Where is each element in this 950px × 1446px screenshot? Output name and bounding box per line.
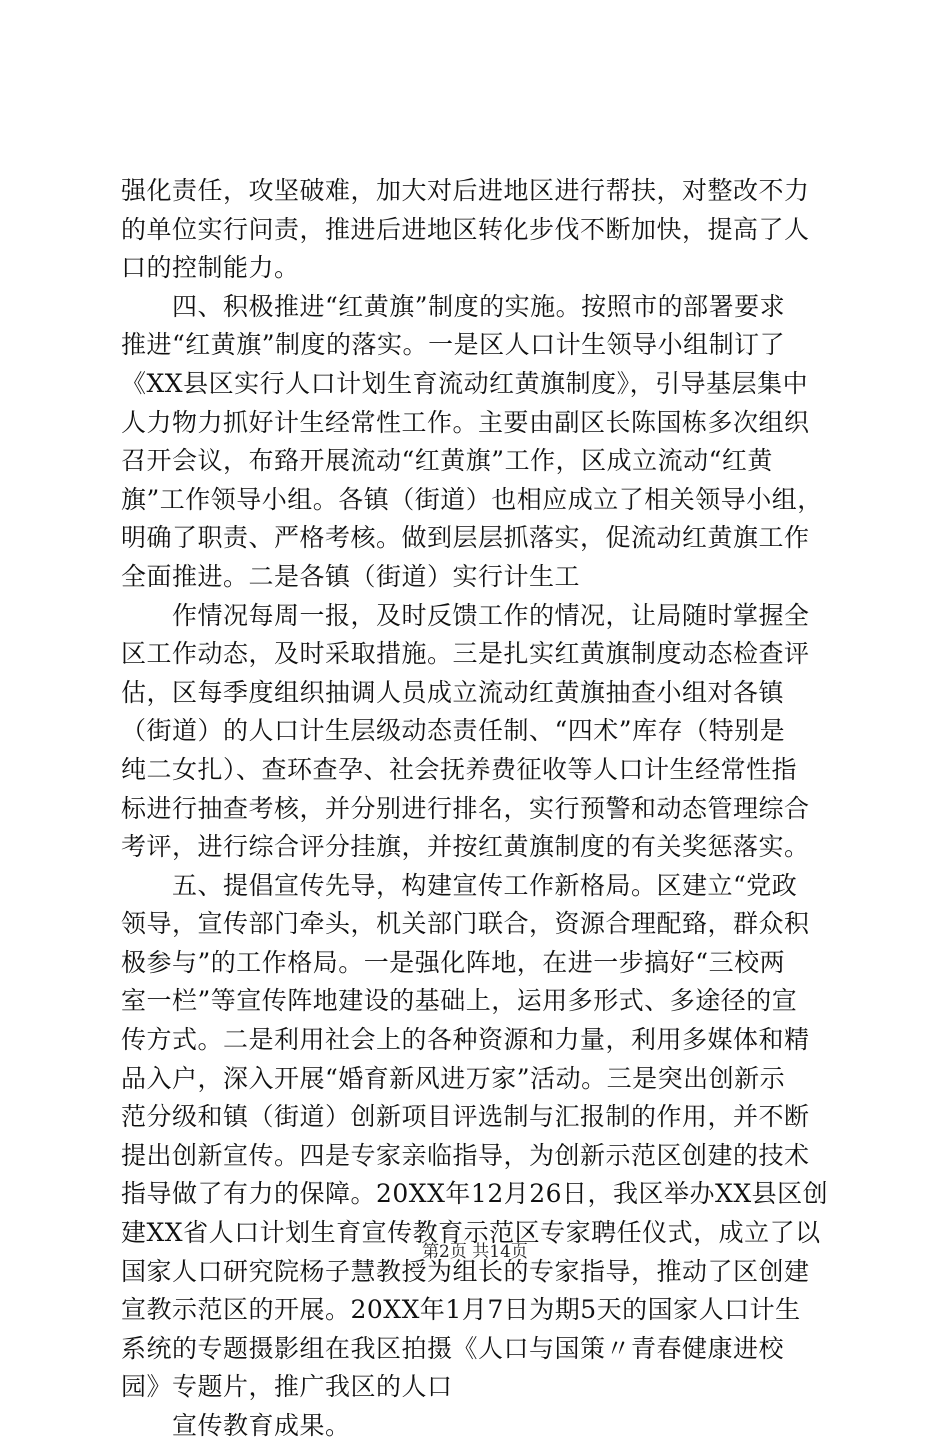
text-line: 极参与”的工作格局。一是强化阵地，在进一步搞好“三校两 (121, 947, 786, 977)
text-line: 宣教示范区的开展。20XX年1月7日为期5天的国家人口计生 (121, 1295, 801, 1325)
text-line: 五、提倡宣传先导，构建宣传工作新格局。区建立“党政 (121, 870, 798, 900)
text-line: 纯二女扎）、查环查孕、社会抚养费征收等人口计生经常性指 (121, 754, 798, 784)
text-line: 标进行抽查考核，并分别进行排名，实行预警和动态管理综合 (121, 793, 810, 823)
text-line: 全面推进。二是各镇（街道）实行计生工 (121, 561, 581, 591)
text-line: 的单位实行问责，推进后进地区转化步伐不断加快，提高了人 (121, 214, 810, 244)
text-line: （街道）的人口计生层级动态责任制、“四术”库存（特别是 (121, 716, 786, 746)
text-line: 作情况每周一报，及时反馈工作的情况，让局随时掌握全 (121, 600, 810, 630)
text-line: 传方式。二是利用社会上的各种资源和力量，利用多媒体和精 (121, 1025, 810, 1055)
text-line: 四、积极推进“红黄旗”制度的实施。按照市的部署要求 (121, 291, 786, 321)
text-line: 指导做了有力的保障。20XX年12月26日，我区举办XX县区创 (121, 1179, 829, 1209)
text-line: 宣传教育成果。 (121, 1411, 351, 1440)
text-line: 强化责任，攻坚破难，加大对后进地区进行帮扶，对整改不力 (121, 176, 810, 205)
text-line: 召开会议，布臵开展流动“红黄旗”工作，区成立流动“红黄 (121, 446, 773, 476)
text-line: 人力物力抓好计生经常性工作。主要由副区长陈国栋多次组织 (121, 407, 810, 437)
text-line: 领导，宣传部门牵头，机关部门联合，资源合理配臵，群众积 (121, 909, 810, 939)
text-line: 区工作动态，及时采取措施。三是扎实红黄旗制度动态检查评 (121, 639, 810, 669)
page-number-footer: 第2页 共14页 (422, 1242, 528, 1262)
text-line: 园》专题片，推广我区的人口 (121, 1372, 453, 1402)
text-line: 估，区每季度组织抽调人员成立流动红黄旗抽查小组对各镇 (121, 677, 785, 707)
text-line: 室一栏”等宣传阵地建设的基础上，运用多形式、多途径的宣 (121, 986, 798, 1016)
text-line: 品入户，深入开展“婚育新风进万家”活动。三是突出创新示 (121, 1063, 786, 1093)
text-line: 推进“红黄旗”制度的落实。一是区人口计生领导小组制订了 (121, 330, 786, 360)
text-line: 考评，进行综合评分挂旗，并按红黄旗制度的有关奖惩落实。 (121, 832, 810, 862)
text-line: 系统的专题摄影组在我区拍摄《人口与国策〃青春健康进校 (121, 1333, 785, 1363)
text-line: 提出创新宣传。四是专家亲临指导，为创新示范区创建的技术 (121, 1140, 810, 1170)
text-line: 《XX县区实行人口计划生育流动红黄旗制度》，引导基层集中 (121, 368, 809, 398)
text-line: 范分级和镇（街道）创新项目评选制与汇报制的作用，并不断 (121, 1102, 810, 1132)
text-line: 明确了职责、严格考核。做到层层抓落实，促流动红黄旗工作 (121, 523, 810, 553)
text-line: 建XX省人口计划生育宣传教育示范区专家聘任仪式，成立了以 (121, 1218, 821, 1248)
text-line: 国家人口研究院杨子慧教授为组长的专家指导，推动了区创建 (121, 1256, 810, 1286)
text-line: 口的控制能力。 (121, 253, 300, 283)
text-line: 旗”工作领导小组。各镇（街道）也相应成立了相关领导小组， (121, 484, 823, 514)
